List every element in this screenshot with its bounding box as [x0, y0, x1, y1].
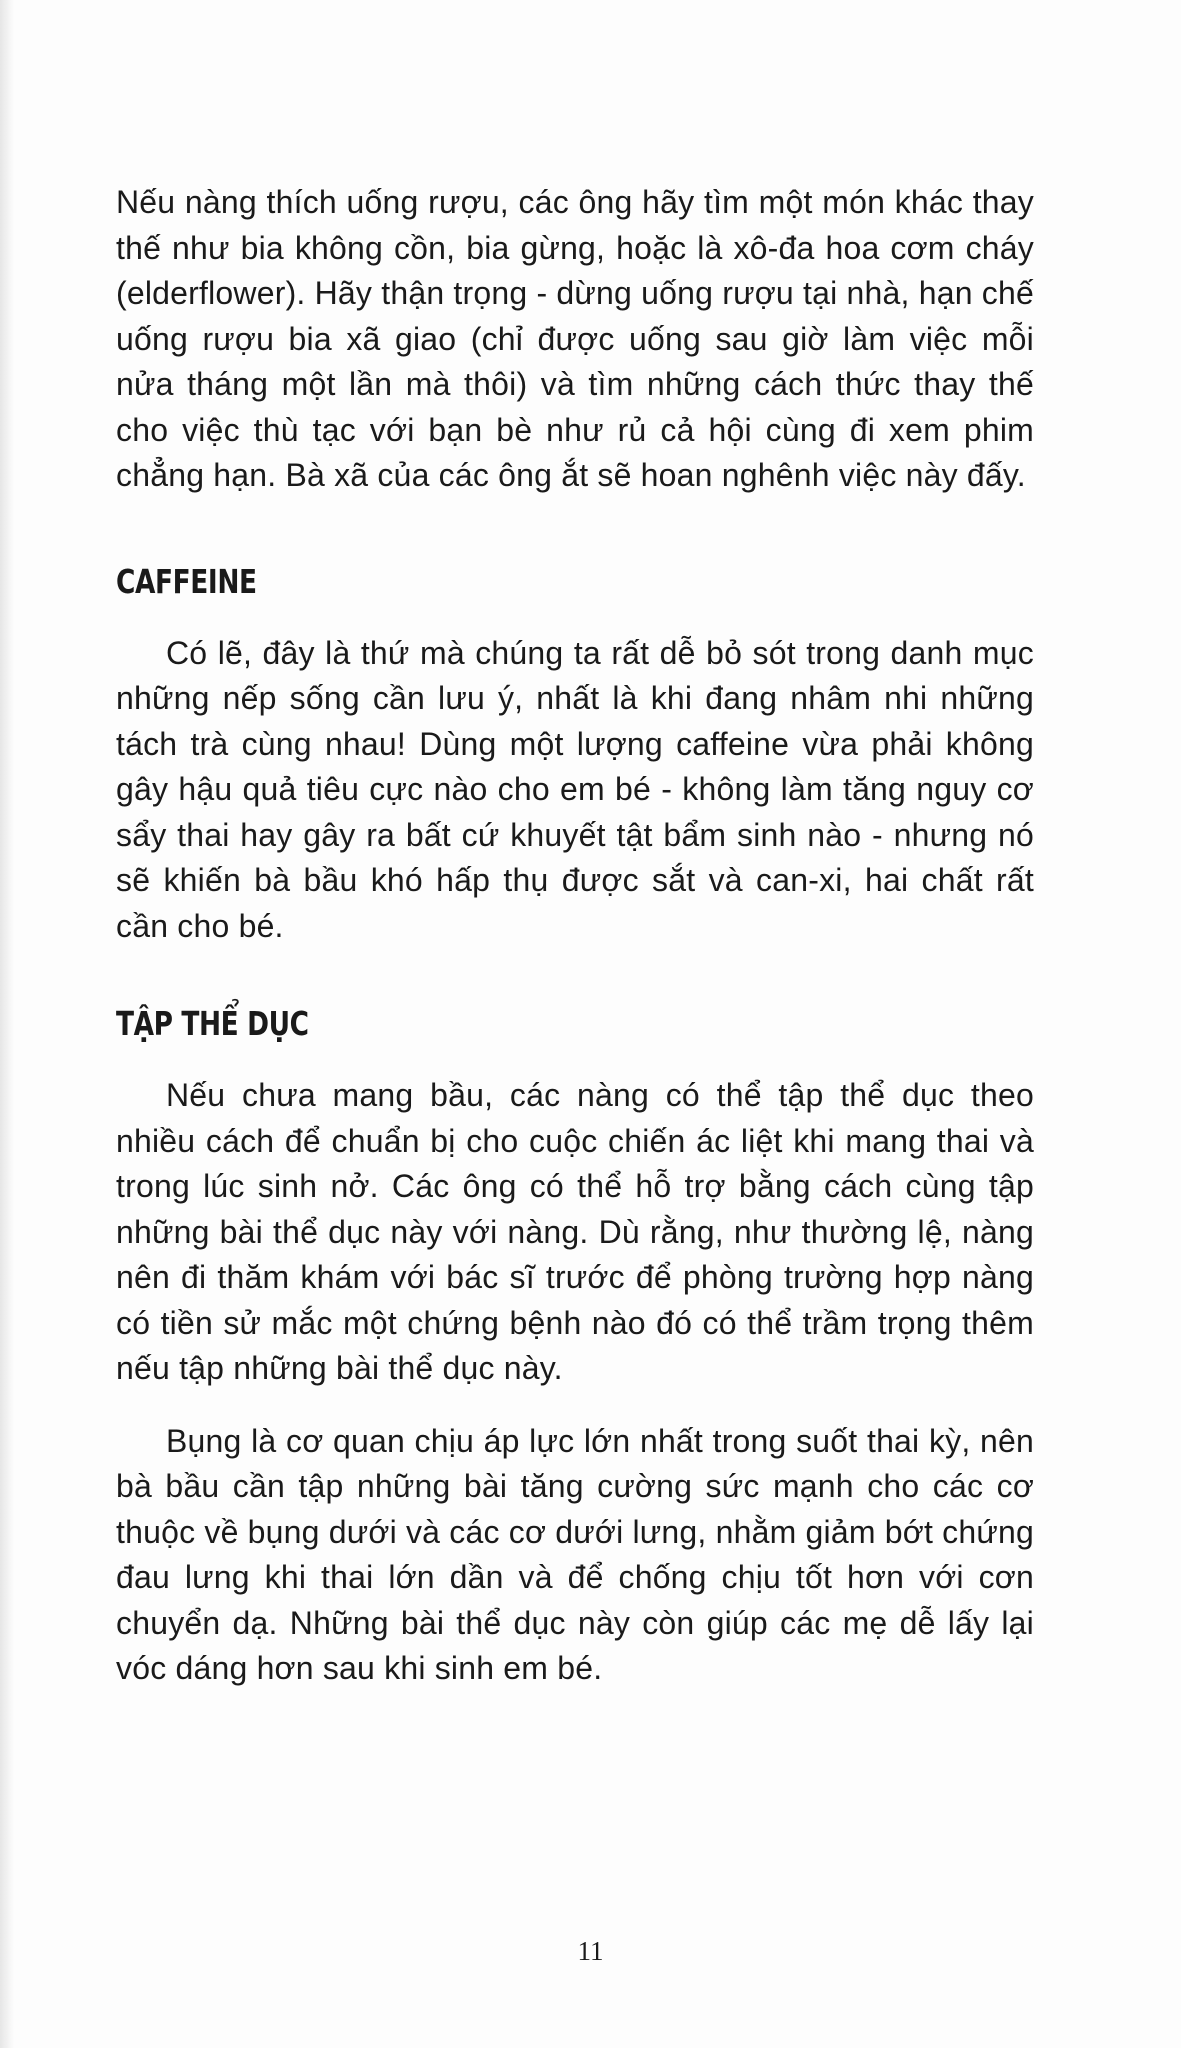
page-edge-shadow [0, 0, 14, 2048]
page-number: 11 [577, 1936, 604, 1966]
page-content [116, 180, 1034, 1692]
paragraph-exercise-2: Bụng là cơ quan chịu áp lực lớn nhất trong suốt thai kỳ, nên bà bầu cần tập những bài tăng cường sức mạnh cho các cơ thuộc về bụng dưới và các cơ dưới lưng, nhằm giảm bớt chứng đau lưng khi thai lớn dần và để chống chịu tốt hơn với cơn chuyển dạ. Những bài thể dục này còn giúp các mẹ dễ lấy lại vóc dáng hơn sau khi sinh em bé. [116, 1422, 1034, 1686]
heading-caffeine: CAFFEINE [116, 561, 257, 601]
paragraph-caffeine: Có lẽ, đây là thứ mà chúng ta rất dễ bỏ sót trong danh mục những nếp sống cần lưu ý, nhất là khi đang nhâm nhi những tách trà cùng nhau! Dùng một lượng caffeine vừa phải không gây hậu quả tiêu cực nào cho em bé - không làm tăng nguy cơ sẩy thai hay gây ra bất cứ khuyết tật bẩm sinh nào - nhưng nó sẽ khiến bà bầu khó hấp thụ được sắt và can-xi, hai chất rất cần cho bé. [116, 634, 1034, 944]
heading-exercise: TẬP THỂ DỤC [116, 1004, 309, 1043]
paragraph-alcohol: Nếu nàng thích uống rượu, các ông hãy tìm một món khác thay thế như bia không cồn, bia gừng, hoặc là xô-đa hoa cơm cháy (elderflower). Hãy thận trọng - dừng uống rượu tại nhà, hạn chế uống rượu bia xã giao (chỉ được uống sau giờ làm việc mỗi nửa tháng một lần mà thôi) và tìm những cách thức thay thế cho việc thù tạc với bạn bè như rủ cả hội cùng đi xem phim chẳng hạn. Bà xã của các ông ắt sẽ hoan nghênh việc này đấy. [116, 184, 1034, 493]
paragraph-exercise-1: Nếu chưa mang bầu, các nàng có thể tập thể dục theo nhiều cách để chuẩn bị cho cuộc chiến ác liệt khi mang thai và trong lúc sinh nở. Các ông có thể hỗ trợ bằng cách cùng tập những bài thể dục này với nàng. Dù rằng, như thường lệ, nàng nên đi thăm khám với bác sĩ trước để phòng trường hợp nàng có tiền sử mắc một chứng bệnh nào đó có thể trầm trọng thêm nếu tập những bài thể dục này. [116, 1077, 1034, 1386]
